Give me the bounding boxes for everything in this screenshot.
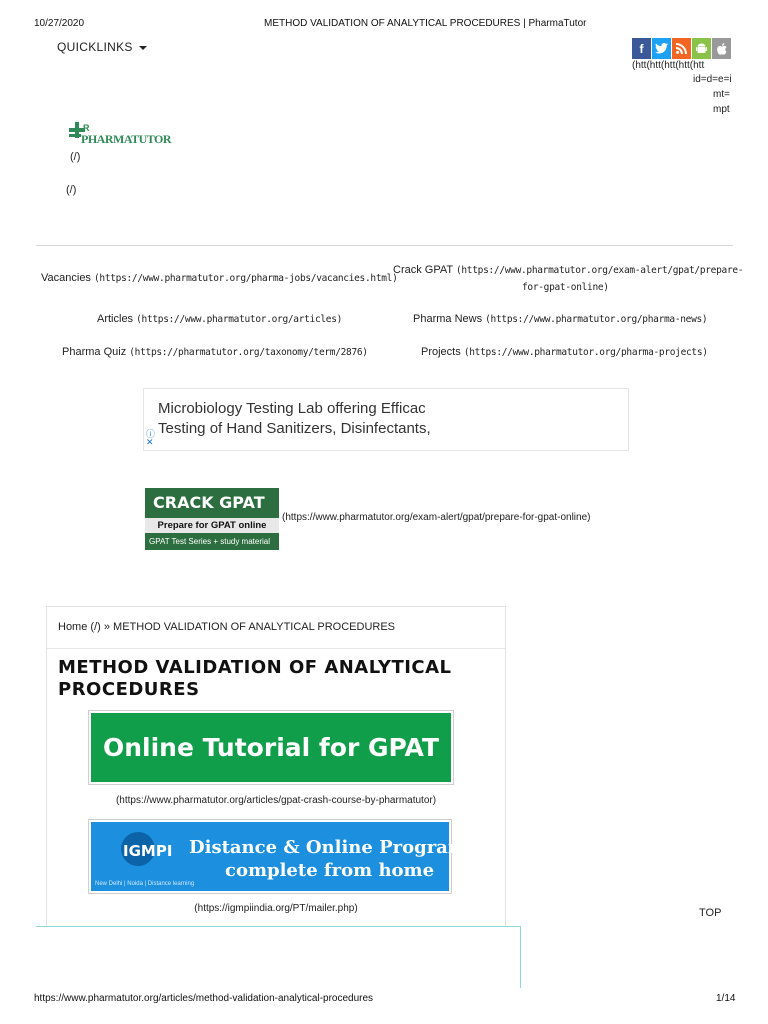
breadcrumb-current: METHOD VALIDATION OF ANALYTICAL PROCEDURES [113,621,396,633]
breadcrumb-divider [47,648,505,649]
nav-articles-label: Articles [97,313,134,325]
social-link-text-1: (htt(htt(htt(htt(htt [632,60,705,71]
ad-banner[interactable] [143,388,629,451]
gpat-tutorial-text: Online Tutorial for GPAT [91,713,451,782]
igmpi-link[interactable]: (https://igmpiindia.org/PT/mailer.php) [194,903,358,914]
logo-link-1[interactable]: (/) [70,151,81,163]
nav-projects[interactable] [421,346,708,358]
ad-line-2: Testing of Hand Sanitizers, Disinfectants, [158,420,431,437]
nav-pharma-news[interactable] [413,313,707,325]
caret-down-icon [139,46,147,50]
nav-projects-label: Projects [421,346,461,358]
breadcrumb-separator: » [103,621,110,633]
nav-vacancies-label: Vacancies [41,272,91,284]
nav-projects-url: (https://www.pharmatutor.org/pharma-projects) [463,347,708,358]
logo-link-2[interactable]: (/) [66,184,77,196]
gpat-tutorial-link[interactable]: (https://www.pharmatutor.org/articles/gpat-crash-course-by-pharmatutor) [115,795,437,806]
page-title: METHOD VALIDATION OF ANALYTICAL PROCEDURES [58,657,452,700]
header-divider [36,245,733,246]
pharmatutor-logo[interactable] [69,122,172,152]
ad-info-icon[interactable]: ⓘ [146,429,156,439]
breadcrumb-home-link[interactable]: (/) [90,621,101,633]
nav-crack-gpat-label: Crack GPAT [393,264,453,276]
nav-vacancies[interactable] [41,272,398,284]
ad-line-1: Microbiology Testing Lab offering Efficac [158,400,426,417]
logo-prefix: R [83,123,90,133]
crack-gpat-sub: Prepare for GPAT online [145,518,279,533]
content-bottom-border [36,926,521,927]
igmpi-tagline: New Delhi | Noida | Distance learning [95,881,195,887]
social-link-text-4: mpt [713,104,730,115]
nav-articles-url: (https://www.pharmatutor.org/articles) [136,314,343,325]
scroll-top-link[interactable]: TOP [699,907,722,919]
igmpi-banner[interactable] [88,819,484,894]
social-link-text-3: mt= [713,89,730,100]
social-icons [632,38,731,59]
content-right-border [520,926,521,988]
social-link-text-2: id=d=e=i [693,74,732,85]
nav-articles[interactable] [97,313,342,325]
igmpi-logo: IGMPI [123,842,173,860]
igmpi-banner-body [91,822,484,891]
crack-gpat-foot: GPAT Test Series + study material [145,533,279,550]
rss-icon[interactable] [672,38,691,59]
nav-crack-gpat-url-1: (https://www.pharmatutor.org/exam-alert/gpat/prepare- [455,265,744,276]
logo-text: PHARMATUTOR [81,132,172,146]
nav-crack-gpat[interactable] [393,264,743,276]
gpat-tutorial-banner[interactable] [88,710,454,785]
igmpi-line-2: complete from home [225,860,435,881]
print-page-number: 1/14 [716,993,736,1004]
nav-crack-gpat-cont[interactable] [522,281,609,293]
quicklinks-label: QUICKLINKS [57,40,133,54]
quicklinks-menu[interactable] [57,40,147,54]
crack-gpat-link[interactable]: (https://www.pharmatutor.org/exam-alert/gpat/prepare-for-gpat-online) [282,512,591,523]
nav-pharma-quiz[interactable] [62,346,368,358]
breadcrumb [58,621,395,633]
android-icon[interactable] [692,38,711,59]
breadcrumb-home[interactable]: Home [58,621,88,633]
apple-icon[interactable] [712,38,731,59]
twitter-icon[interactable] [652,38,671,59]
print-title: METHOD VALIDATION OF ANALYTICAL PROCEDURES | PharmaTutor [264,18,587,29]
nav-pharma-news-url: (https://www.pharmatutor.org/pharma-news) [485,314,708,325]
nav-pharma-quiz-label: Pharma Quiz [62,346,127,358]
crack-gpat-banner[interactable] [145,488,279,550]
nav-pharma-news-label: Pharma News [413,313,483,325]
print-footer-url: https://www.pharmatutor.org/articles/method-validation-analytical-procedures [34,993,374,1004]
igmpi-line-1: Distance & Online Programs, [189,837,484,858]
print-date: 10/27/2020 [34,18,85,29]
nav-pharma-quiz-url: (https://pharmatutor.org/taxonomy/term/2876) [129,347,368,358]
crack-gpat-heading: CRACK GPAT [145,488,279,518]
facebook-icon[interactable]: f [632,38,651,59]
article-card [46,606,506,927]
nav-crack-gpat-url-2: for-gpat-online) [522,282,609,293]
ad-close-icon[interactable]: ✕ [146,437,154,447]
nav-vacancies-url: (https://www.pharmatutor.org/pharma-jobs/vacancies.html) [94,273,398,284]
